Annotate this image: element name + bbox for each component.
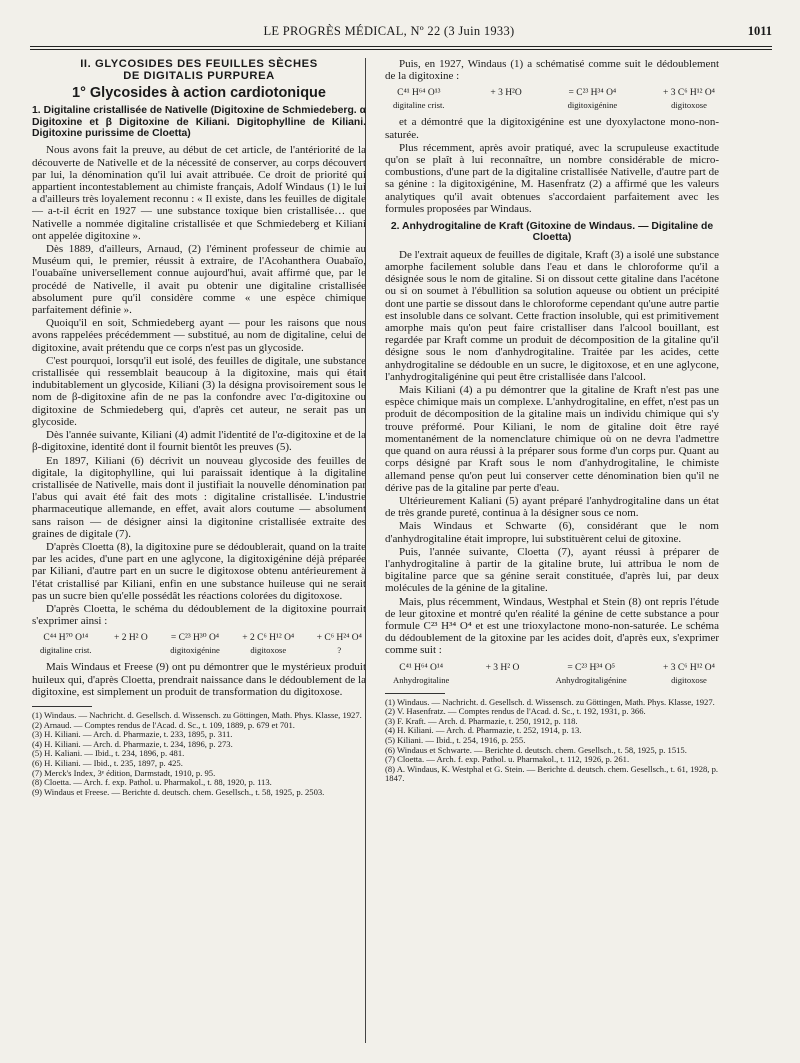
windaus-formula [393, 88, 715, 110]
header-rule [30, 46, 772, 47]
footnote: (8) Cloetta. — Arch. f. exp. Pathol. u. Pharmakol., t. 88, 1920, p. 113. [32, 777, 272, 788]
formula-term [393, 88, 445, 110]
body-paragraph: C'est pourquoi, lorsqu'il eut isolé, des feuilles de digitale, une substance cristallisée qui ressemblait beaucoup à la digitoxine, mais qui était indubitablement un glycoside, Kiliani (3) la désigna provisoirement sous le nom de β-digitoxine afin de ne pas la confondre avec l'α-digitoxine ou digitoxine de Schmiedeberg qui, d'après cet auteur, ne serait pas un glycoside. [32, 354, 366, 428]
footnote: (2) V. Hasenfratz. — Comptes rendus de l'Acad. d. Sc., t. 192, 1931, p. 366. [385, 706, 646, 717]
formula-term-text: + 3 C⁶ H¹² O⁴ [663, 88, 715, 99]
formula-term-text: C⁴⁴ H⁷⁰ O¹⁴ [43, 633, 89, 644]
gitoxine-formula [393, 663, 715, 685]
footnote-rule [385, 693, 445, 694]
body-paragraph: En 1897, Kiliani (6) décrivit un nouveau glycoside des feuilles de digitale, la digitophylline, qui lui paraissait identique à la digitaline cristallisée de Nativelle, mais dont il justifiait la nouvelle dénomination par l'abus qui avait été fait des mots : digitaline cristallisée. L'industrie pharmaceutique allemande, en effet, avait alors coutume — absolument sans raison — de désigner ainsi la digitonine cristallisée extraite des graines de digitale (7). [32, 454, 366, 540]
right-column [385, 58, 719, 784]
running-title: LE PROGRÈS MÉDICAL, Nº 22 (3 Juin 1933) [263, 24, 515, 38]
formula-term [663, 88, 715, 110]
footnote: (3) F. Kraft. — Arch. d. Pharmazie, t. 250, 1912, p. 118. [385, 715, 578, 726]
formula-term-label: digitoxigénine [567, 100, 618, 111]
formula-term-label: digitoxose [671, 100, 707, 111]
right-paragraphs-a [385, 58, 719, 82]
formula-term-label: digitoxigénine [170, 645, 220, 656]
section-title-line-2: DE DIGITALIS PURPUREA [123, 70, 275, 82]
formula-term-text: + 3 H²O [490, 88, 522, 99]
body-paragraph: Puis, en 1927, Windaus (1) a schématisé comme suit le dédoublement de la digitoxine : [385, 58, 719, 83]
formula-term [663, 663, 715, 685]
body-paragraph: Dès 1889, d'ailleurs, Arnaud, (2) l'éminent professeur de chimie au Muséum qui, le premier, réussit à extraire, de l'Acohanthera Ouabaïo, l'ouabaïne universellement connue aujourd'hui, avait affirmé que, par le procédé de Nativelle, il avait pu obtenir une digitaline cristallisée absolument pure qu'il considère comme « une espèce chimique parfaitement définie ». [32, 243, 366, 317]
footnote: (2) Arnaud. — Comptes rendus de l'Acad. d. Sc., t. 109, 1889, p. 679 et 701. [32, 719, 295, 730]
subsection-title: 1° Glycosides à action cardiotonique [72, 85, 326, 101]
footnote: (4) H. Kiliani. — Arch. d. Pharmazie, t. 234, 1896, p. 273. [32, 738, 233, 749]
footnote: (1) Windaus. — Nachricht. d. Gesellsch. d. Wissensch. zu Göttingen, Math. Phys. Klasse, 1927. [32, 709, 362, 720]
footnote: (6) Windaus et Schwarte. — Berichte d. deutsch. chem. Gesellsch., t. 58, 1925, p. 1515. [385, 744, 687, 755]
formula-term [114, 633, 148, 645]
formula-term-label: digitoxose [671, 674, 707, 685]
cloetta-formula [40, 633, 362, 655]
header-rule-double [30, 49, 772, 50]
footnote: (8) A. Windaus, K. Westphal et G. Stein. — Berichte d. deutsch. chem. Gesellsch., t. 61, 1928, p. 1847. [385, 763, 719, 784]
footnote: (4) H. Kiliani. — Arch. d. Pharmazie, t. 252, 1914, p. 13. [385, 725, 582, 736]
body-paragraph: Ultérieurement Kaliani (5) ayant préparé l'anhydrogitaline dans un état de très grande pureté, continua à la désigner sous ce nom. [385, 494, 719, 520]
body-paragraph: D'après Cloetta, le schéma du dédoublement de la digitoxine pourrait s'exprimer ainsi : [32, 602, 366, 628]
formula-term-label: digitoxose [250, 645, 287, 656]
footnote: (5) H. Kaliani. — Ibid., t. 234, 1896, p. 481. [32, 748, 185, 759]
page-number: 1011 [747, 24, 772, 38]
right-footnotes [385, 698, 719, 784]
section-title [32, 58, 366, 82]
formula-term-text: + C⁶ H²⁴ O⁴ [316, 633, 362, 644]
left-paragraphs-a [32, 144, 366, 627]
body-paragraph: Mais Windaus et Schwarte (6), considérant que le nom d'anhydrogitaline était impropre, lui substituèrent celui de gitoxine. [385, 520, 719, 545]
formula-term-label: ? [337, 645, 342, 656]
body-paragraph: Quoiqu'il en soit, Schmiedeberg ayant — pour les raisons que nous avons rappelées précédemment — substitué, au nom de digitaline, celui de digitoxine, avait prétendu que ce corps n'est pas un glycoside. [32, 317, 366, 354]
footnote: (6) H. Kiliani. — Ibid., t. 235, 1897, p. 425. [32, 757, 183, 768]
formula-term-label: Anhydrogitaligénine [555, 674, 627, 685]
body-paragraph: Mais Kiliani (4) a pu démontrer que la gitaline de Kraft n'est pas une espèce chimique mais un complexe. L'anhydrogitaline, en effet, n'est pas un produit de décomposition de la gitaline mais un individu chimique qui s'y trouve préformé. Pour Kiliani, le nom de gitaline doit être rayé momentanément de la nomenclature chimique où on ne devra l'admettre que quand on aura réussi à la préparer sous forme d'un corps pur. Quant au corps désigné par Kraft sous le nom d'anhydrogitaline, le chimiste allemand pense qu'on peut lui conserver cette dénomination bien qu'il ne dérive pas de la gitaline par perte d'eau. [385, 384, 719, 494]
formula-term [170, 633, 220, 655]
formula-term [393, 663, 449, 685]
right-paragraphs-b [385, 116, 719, 215]
formula-term [317, 633, 362, 655]
formula-term-text: = C²³ H³⁴ O⁴ [568, 88, 617, 99]
formula-term-text: + 3 H² O [485, 662, 520, 673]
right-paragraphs-c [385, 249, 719, 657]
formula-term-text: = C²³ H³⁴ O⁵ [567, 662, 616, 673]
page-header [30, 24, 778, 46]
body-paragraph: Dès l'année suivante, Kiliani (4) admit l'identité de l'α-digitoxine et de la β-digitoxine, identité dont il fournit bientôt les preuves (5). [32, 429, 366, 454]
formula-term-text: C⁴¹ H⁶⁴ O¹⁴ [399, 662, 444, 673]
left-paragraphs-b [32, 661, 366, 698]
formula-term-text: + 2 H² O [113, 633, 148, 644]
footnote: (7) Merck's Index, 3ᵉ édition, Darmstadt, 1910, p. 95. [32, 767, 216, 778]
article-heading-2: 2. Anhydrogitaline de Kraft (Gitoxine de Windaus. — Digitaline de Cloetta) [390, 221, 714, 244]
footnote: (7) Cloetta. — Arch. f. exp. Pathol. u. Pharmakol., t. 112, 1926, p. 261. [385, 754, 630, 765]
footnote-rule [32, 706, 92, 707]
article-heading-1: 1. Digitaline cristallisée de Nativelle (Digitoxine de Schmiedeberg. α Digitoxine et β Digitoxine de Kiliani. Digitophylline de Kiliani. Digitoxine purissime de Cloetta) [32, 105, 366, 140]
section-title-line-1: II. GLYCOSIDES DES FEUILLES SÈCHES [80, 58, 318, 70]
formula-term [568, 88, 618, 110]
formula-term-label: digitaline crist. [40, 645, 92, 656]
body-paragraph: Mais, plus récemment, Windaus, Westphal et Stein (8) ont repris l'étude de leur gitoxine et montré qu'en réalité la génine de cette substance a pour formule C²³ H³⁴ O⁴ et est une trioxylactone mono-non-saturée. Le schéma du dédoublement de la gitoxine par les acides doit, d'après eux, s'exprimer comme suit : [385, 595, 719, 657]
formula-term [242, 633, 294, 655]
formula-term-text: C⁴¹ H⁶⁴ O¹³ [397, 88, 441, 99]
footnote: (1) Windaus. — Nachricht. d. Gesellsch. d. Wissensch. zu Göttingen, Math. Phys. Klasse, 1927. [385, 696, 715, 707]
footnote: (9) Windaus et Freese. — Berichte d. deutsch. chem. Gesellsch., t. 58, 1925, p. 2503. [32, 786, 325, 797]
body-paragraph: De l'extrait aqueux de feuilles de digitale, Kraft (3) a isolé une substance amorphe facilement soluble dans l'eau et dans le chloroforme qu'il a désignée sous le nom de gitaline. Si on dissout cette gitaline dans l'acétone ou si on soumet à l'ébullition sa solution aqueuse ou obtient un précipité dont une partie se dissout dans le chloroforme cependant qu'une autre partie est insoluble dans ce solvant. Cette fraction insoluble, qui est primitivement amorphe mais qu'on peut faire cristalliser dans l'alcool bouillant, est regardée par Kraft comme un produit de décomposition de la gitaline qu'il désigne sous le nom d'anhydrogitaline. Traitée par les acides, cette anhydrogitaline se dédouble en un sucre, le digitoxose, et en une aglycone, l'anhydrogitaligénine qui peut être cristallisée dans l'alcool. [385, 248, 720, 383]
body-paragraph: D'après Cloetta (8), la digitoxine pure se dédoublerait, quand on la traite par les acides, d'une part en une aglycone, la digitoxigénine déjà préparée par Kiliani, d'autre part en un sucre le digitoxose obtenu antérieurement à l'état cristallisé par Kiliani, enfin en une substance huileuse qui ne serait pas un sucre bien qu'elle possédât les réactions colorées du digitoxose. [32, 540, 366, 602]
formula-term [486, 663, 520, 675]
formula-term [490, 88, 521, 100]
formula-term-label: Anhydrogitaline [393, 674, 450, 685]
body-paragraph: Mais Windaus et Freese (9) ont pu démontrer que le mystérieux produit huileux qui, d'après Cloetta, prendrait naissance dans le dédoublement de la digitoxine, est simplement un produit de transformation du digitoxose. [32, 661, 366, 698]
left-column [32, 58, 366, 797]
body-paragraph: Plus récemment, après avoir pratiqué, avec la scrupuleuse exactitude qu'on se plaît à lui reconnaître, un nombre considérable de micro-combustions, d'une part de la digitaline cristallisée Nativelle, d'autre part de sa génine : la digitoxigénine, M. Hasenfratz (2) a affirmé que les valeurs analytiques qu'il avait obtenues s'accordaient parfaitement avec les formules proposées par Windaus. [385, 141, 719, 215]
body-paragraph: et a démontré que la digitoxigénine est une dyoxylactone mono-non-saturée. [385, 116, 719, 141]
formula-term-text: + 2 C⁶ H¹² O⁴ [242, 633, 295, 644]
formula-term-text: + 3 C⁶ H¹² O⁴ [662, 662, 715, 673]
formula-term-label: digitaline crist. [393, 100, 445, 111]
formula-term [556, 663, 627, 685]
body-paragraph: Puis, l'année suivante, Cloetta (7), ayant réussi à préparer de l'anhydrogitaline à partir de la gitaline brute, lui attribua le nom de bigitaline parce que sa génine serait constituée, d'après lui, par deux molécules de la génine de la gitaline. [385, 545, 719, 595]
formula-term-text: = C²³ H³⁰ O⁴ [170, 633, 220, 644]
formula-term [40, 633, 92, 655]
left-footnotes [32, 711, 366, 797]
body-paragraph: Nous avons fait la preuve, au début de cet article, de l'antériorité de la découverte de Nativelle et de la nécessité de conserver, au corps découvert par lui, la dénomination qu'il lui avait attribuée. Ce droit de priorité qui appartient incontestablement au chimiste français, Adolf Windaus (1) le lui a d'ailleurs très loyalement reconnu : « Il existe, dans les feuilles de digitale — a-t-il écrit en 1927 — une substance toxique bien cristallisée… que Nativelle a nommée digitaline cristallisée et que Schmiedeberg et Kiliani ont appelée digitoxine ». [32, 144, 366, 242]
footnote: (5) Kiliani. — Ibid., t. 254, 1916, p. 255. [385, 734, 526, 745]
footnote: (3) H. Kiliani. — Arch. d. Pharmazie, t. 233, 1895, p. 311. [32, 729, 233, 740]
